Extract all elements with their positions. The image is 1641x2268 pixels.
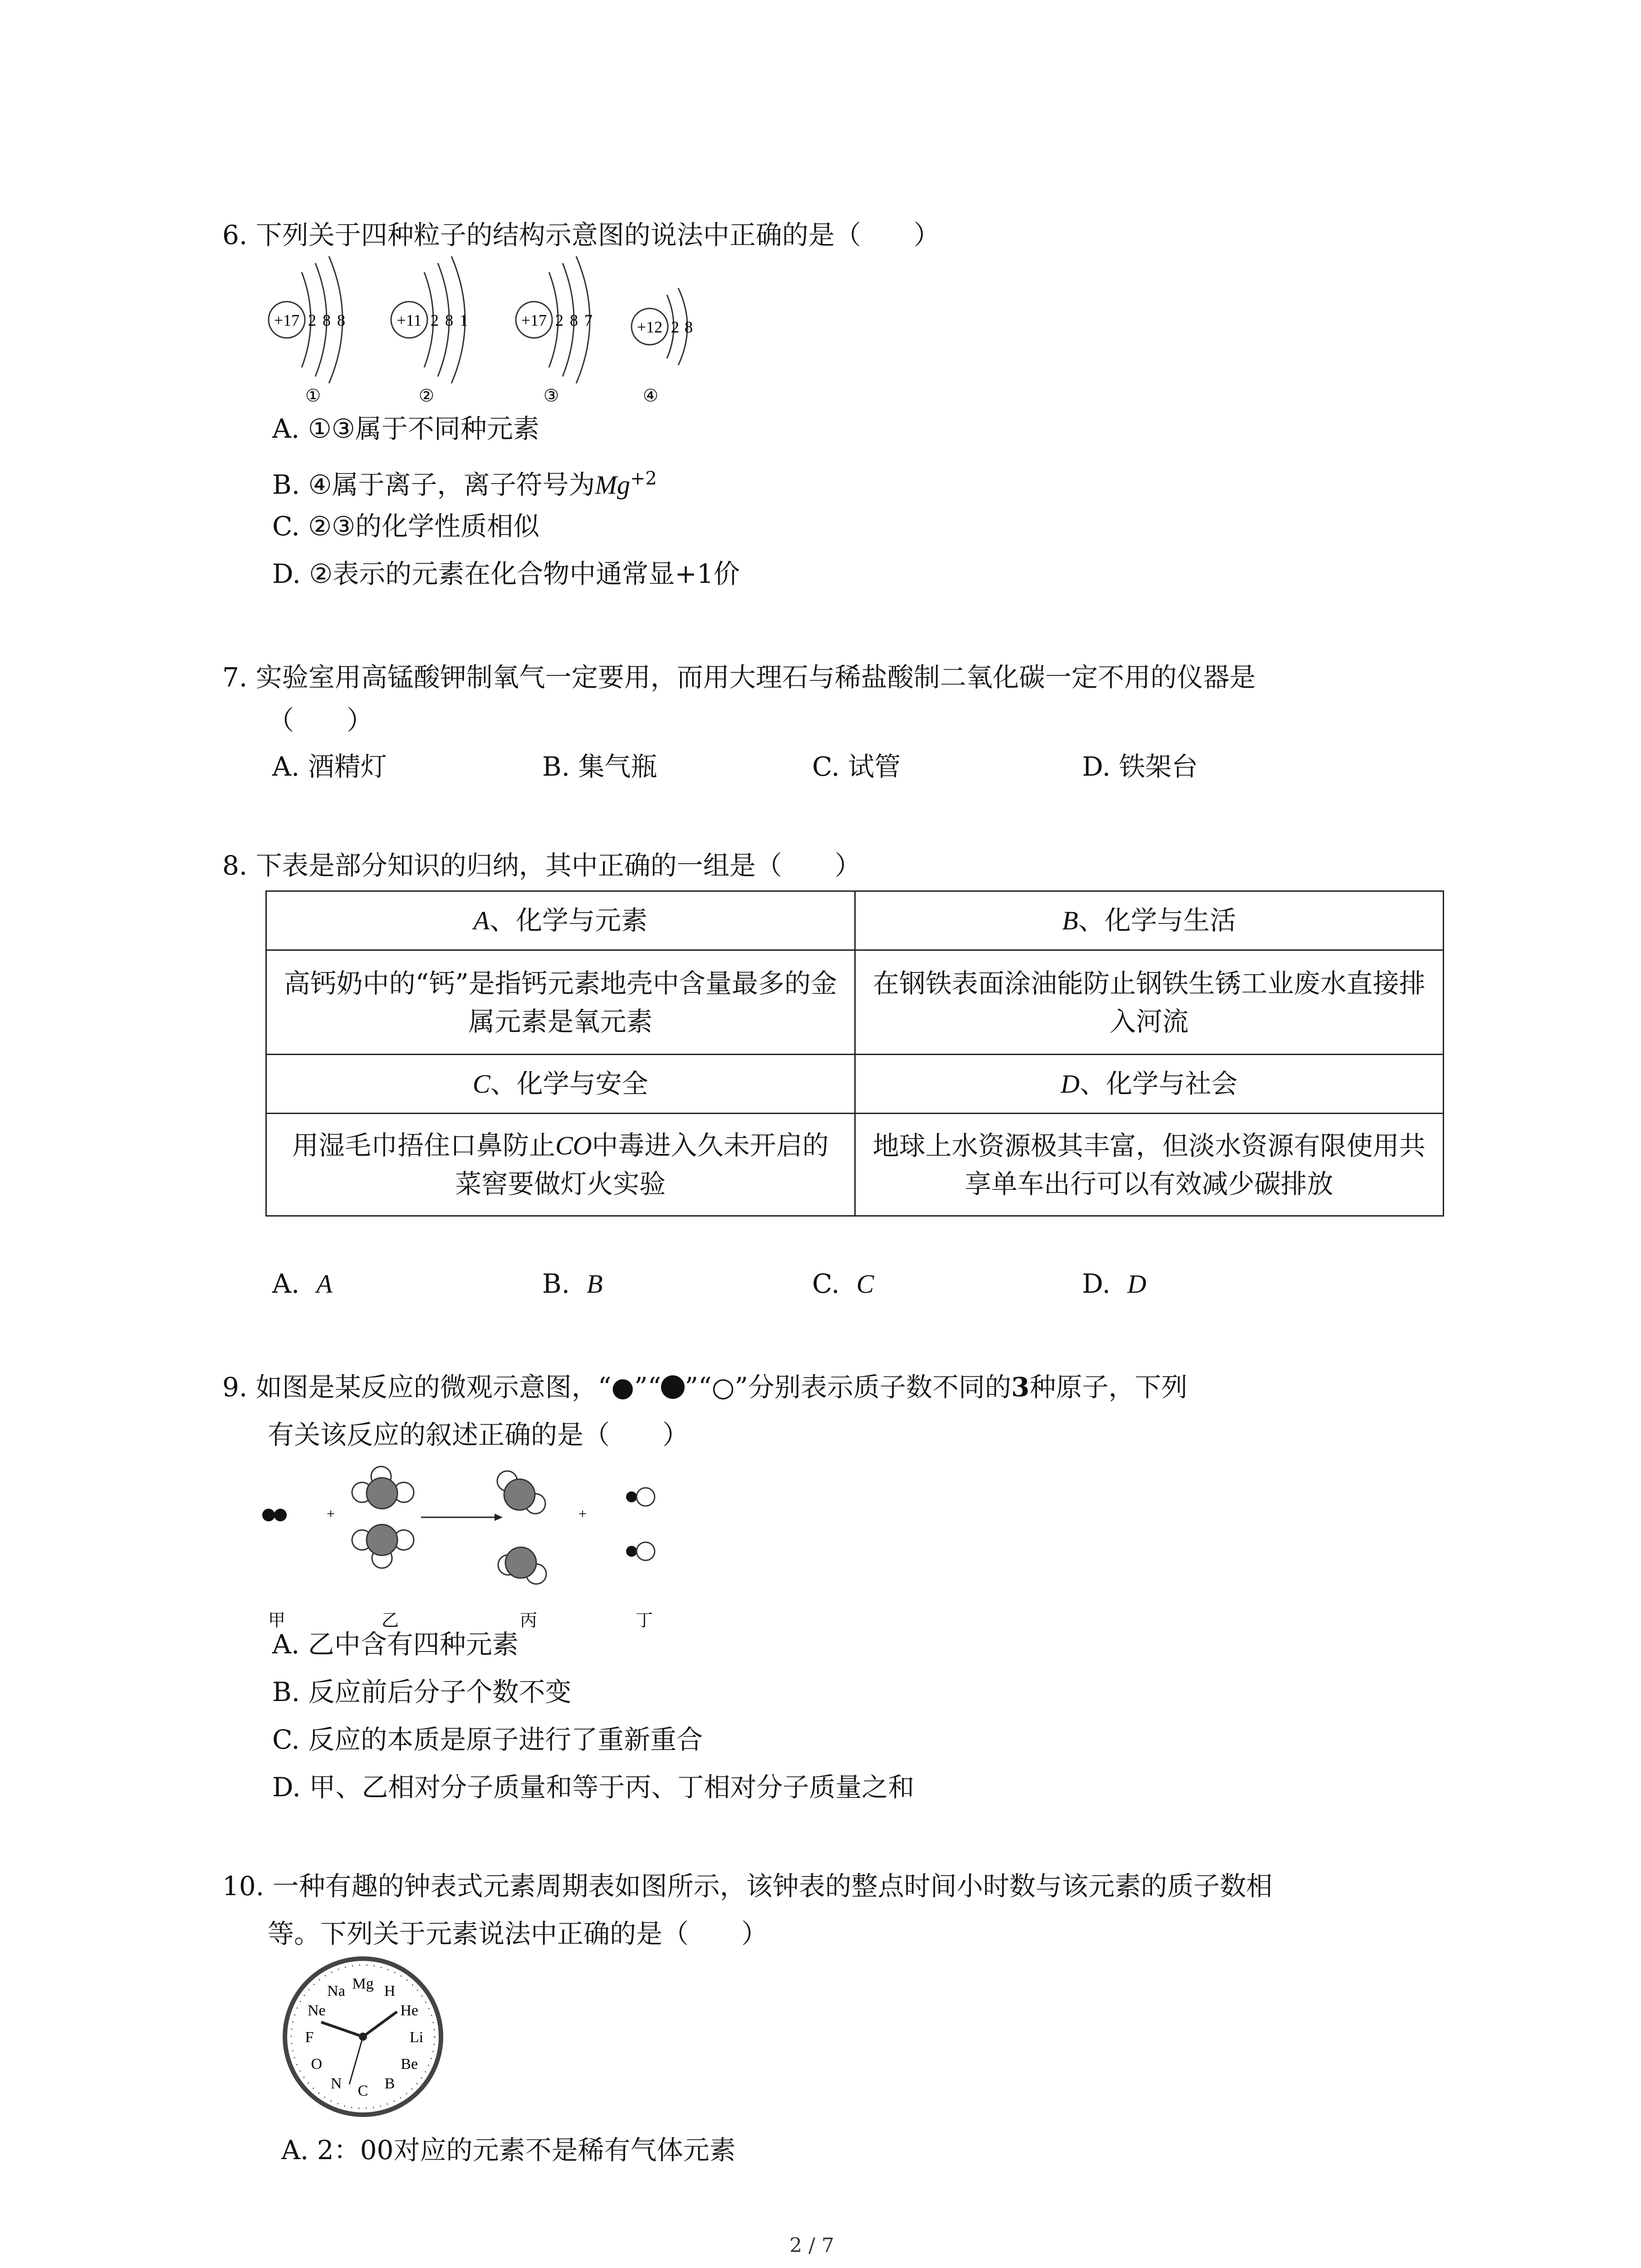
q6-stem: 6. 下列关于四种粒子的结构示意图的说法中正确的是（ ） — [222, 220, 940, 250]
clock-symbol: Be — [401, 2056, 418, 2072]
svg-text:2: 2 — [671, 318, 679, 336]
svg-text:8: 8 — [445, 311, 453, 329]
q8-option-b[interactable]: B. B — [542, 1268, 603, 1299]
particle-3-label: ③ — [543, 386, 559, 406]
clock-symbol: Mg — [352, 1975, 374, 1992]
clock-symbol: F — [305, 2029, 314, 2046]
table-cell-a: 高钙奶中的“钙”是指钙元素地壳中含量最多的金属元素是氧元素 — [266, 950, 855, 1055]
svg-text:8: 8 — [323, 311, 331, 329]
product-bing — [497, 1471, 546, 1584]
q6-option-b[interactable]: B. ④属于离子，离子符号为$Mg^{+2}$ — [272, 468, 657, 500]
reaction-diagram — [259, 1461, 712, 1633]
q7-option-a[interactable]: A. 酒精灯 — [272, 751, 387, 782]
svg-text:8: 8 — [570, 311, 578, 329]
q7-option-b[interactable]: B. 集气瓶 — [542, 751, 657, 782]
reactant-jia — [262, 1509, 287, 1521]
q10-stem-line2: 等。下列关于元素说法中正确的是（ ） — [268, 1918, 768, 1949]
particle-4-nucleus: +12 — [637, 318, 663, 336]
q7-option-d[interactable]: D. 铁架台 — [1082, 751, 1198, 782]
particle-4 — [632, 288, 693, 406]
label-yi: 乙 — [381, 1611, 399, 1630]
particle-2 — [391, 256, 468, 406]
label-jia: 甲 — [268, 1611, 286, 1630]
svg-text:1: 1 — [460, 311, 468, 329]
svg-text:2: 2 — [308, 311, 316, 329]
table-cell-d: 地球上水资源极其丰富，但淡水资源有限使用共享单车出行可以有效减少碳排放 — [855, 1114, 1444, 1216]
large-black-atom-icon — [661, 1375, 685, 1399]
q10-option-a[interactable]: A. 2：00对应的元素不是稀有气体元素 — [281, 2135, 736, 2165]
page-number: 2 / 7 — [789, 2234, 834, 2257]
product-ding — [626, 1488, 655, 1560]
q7-stem-line1: 7. 实验室用高锰酸钾制氧气一定要用，而用大理石与稀盐酸制二氧化碳一定不用的仪器是 — [222, 662, 1256, 693]
clock-symbol: B — [384, 2075, 395, 2092]
clock-symbol: Ne — [307, 2002, 326, 2019]
label-ding: 丁 — [635, 1611, 653, 1630]
table-head-d: D、化学与社会 — [855, 1055, 1444, 1114]
clock-symbol: Li — [409, 2029, 424, 2046]
particle-1-nucleus: +17 — [274, 311, 300, 329]
table-cell-b: 在钢铁表面涂油能防止钢铁生锈工业废水直接排入河流 — [855, 950, 1444, 1055]
svg-text:8: 8 — [337, 311, 345, 329]
svg-text:8: 8 — [685, 318, 693, 336]
clock-symbol: He — [400, 2002, 419, 2019]
q9-option-a[interactable]: A. 乙中含有四种元素 — [272, 1629, 519, 1660]
clock-symbol: H — [384, 1982, 396, 1999]
clock-symbol: O — [311, 2056, 323, 2072]
element-clock — [281, 1955, 445, 2118]
particle-3-nucleus: +17 — [521, 311, 547, 329]
q6-option-d[interactable]: D. ②表示的元素在化合物中通常显+1价 — [272, 558, 740, 589]
mg-symbol: Mg — [595, 470, 630, 500]
q8-option-a[interactable]: A. A — [272, 1268, 333, 1299]
reactant-yi — [352, 1466, 414, 1568]
q9-option-d[interactable]: D. 甲、乙相对分子质量和等于丙、丁相对分子质量之和 — [272, 1772, 915, 1803]
particle-1 — [269, 256, 345, 406]
clock-symbol: C — [358, 2082, 368, 2099]
svg-text:7: 7 — [584, 311, 593, 329]
q9-stem-line2: 有关该反应的叙述正确的是（ ） — [268, 1419, 689, 1450]
table-head-b: B、化学与生活 — [855, 891, 1444, 950]
q7-option-c[interactable]: C. 试管 — [812, 751, 901, 782]
q6-option-a[interactable]: A. ①③属于不同种元素 — [272, 413, 539, 444]
particle-2-nucleus: +11 — [397, 311, 422, 329]
q6-option-c[interactable]: C. ②③的化学性质相似 — [272, 511, 540, 542]
clock-symbol: Na — [327, 1982, 345, 1999]
q8-stem: 8. 下表是部分知识的归纳，其中正确的一组是（ ） — [222, 850, 861, 881]
q9-option-b[interactable]: B. 反应前后分子个数不变 — [272, 1677, 572, 1707]
q7-stem-line2: （ ） — [268, 705, 373, 736]
q9-option-c[interactable]: C. 反应的本质是原子进行了重新重合 — [272, 1724, 703, 1755]
q9-stem-line1: 9. 如图是某反应的微观示意图，“●”“ ”“○”分别表示质子数不同的3种原子，下列 — [222, 1372, 1188, 1403]
q8-option-c[interactable]: C. C — [812, 1268, 874, 1299]
table-cell-c: 用湿毛巾捂住口鼻防止CO中毒进入久未开启的菜窖要做灯火实验 — [266, 1114, 855, 1216]
svg-text:2: 2 — [555, 311, 563, 329]
svg-text:+: + — [327, 1505, 335, 1522]
label-bing: 丙 — [519, 1611, 538, 1630]
q6-atom-diagrams — [259, 254, 721, 408]
knowledge-table — [265, 890, 1444, 1217]
svg-text:2: 2 — [431, 311, 439, 329]
svg-text:+: + — [578, 1505, 587, 1522]
particle-1-label: ① — [305, 386, 321, 406]
table-head-a: A、化学与元素 — [266, 891, 855, 950]
table-head-c: C、化学与安全 — [266, 1055, 855, 1114]
particle-4-label: ④ — [642, 386, 659, 406]
particle-2-label: ② — [418, 386, 435, 406]
particle-3 — [516, 256, 593, 406]
q10-stem-line1: 10. 一种有趣的钟表式元素周期表如图所示，该钟表的整点时间小时数与该元素的质子数相 — [222, 1871, 1273, 1901]
clock-symbol: N — [330, 2075, 342, 2092]
q8-option-d[interactable]: D. D — [1082, 1268, 1146, 1299]
